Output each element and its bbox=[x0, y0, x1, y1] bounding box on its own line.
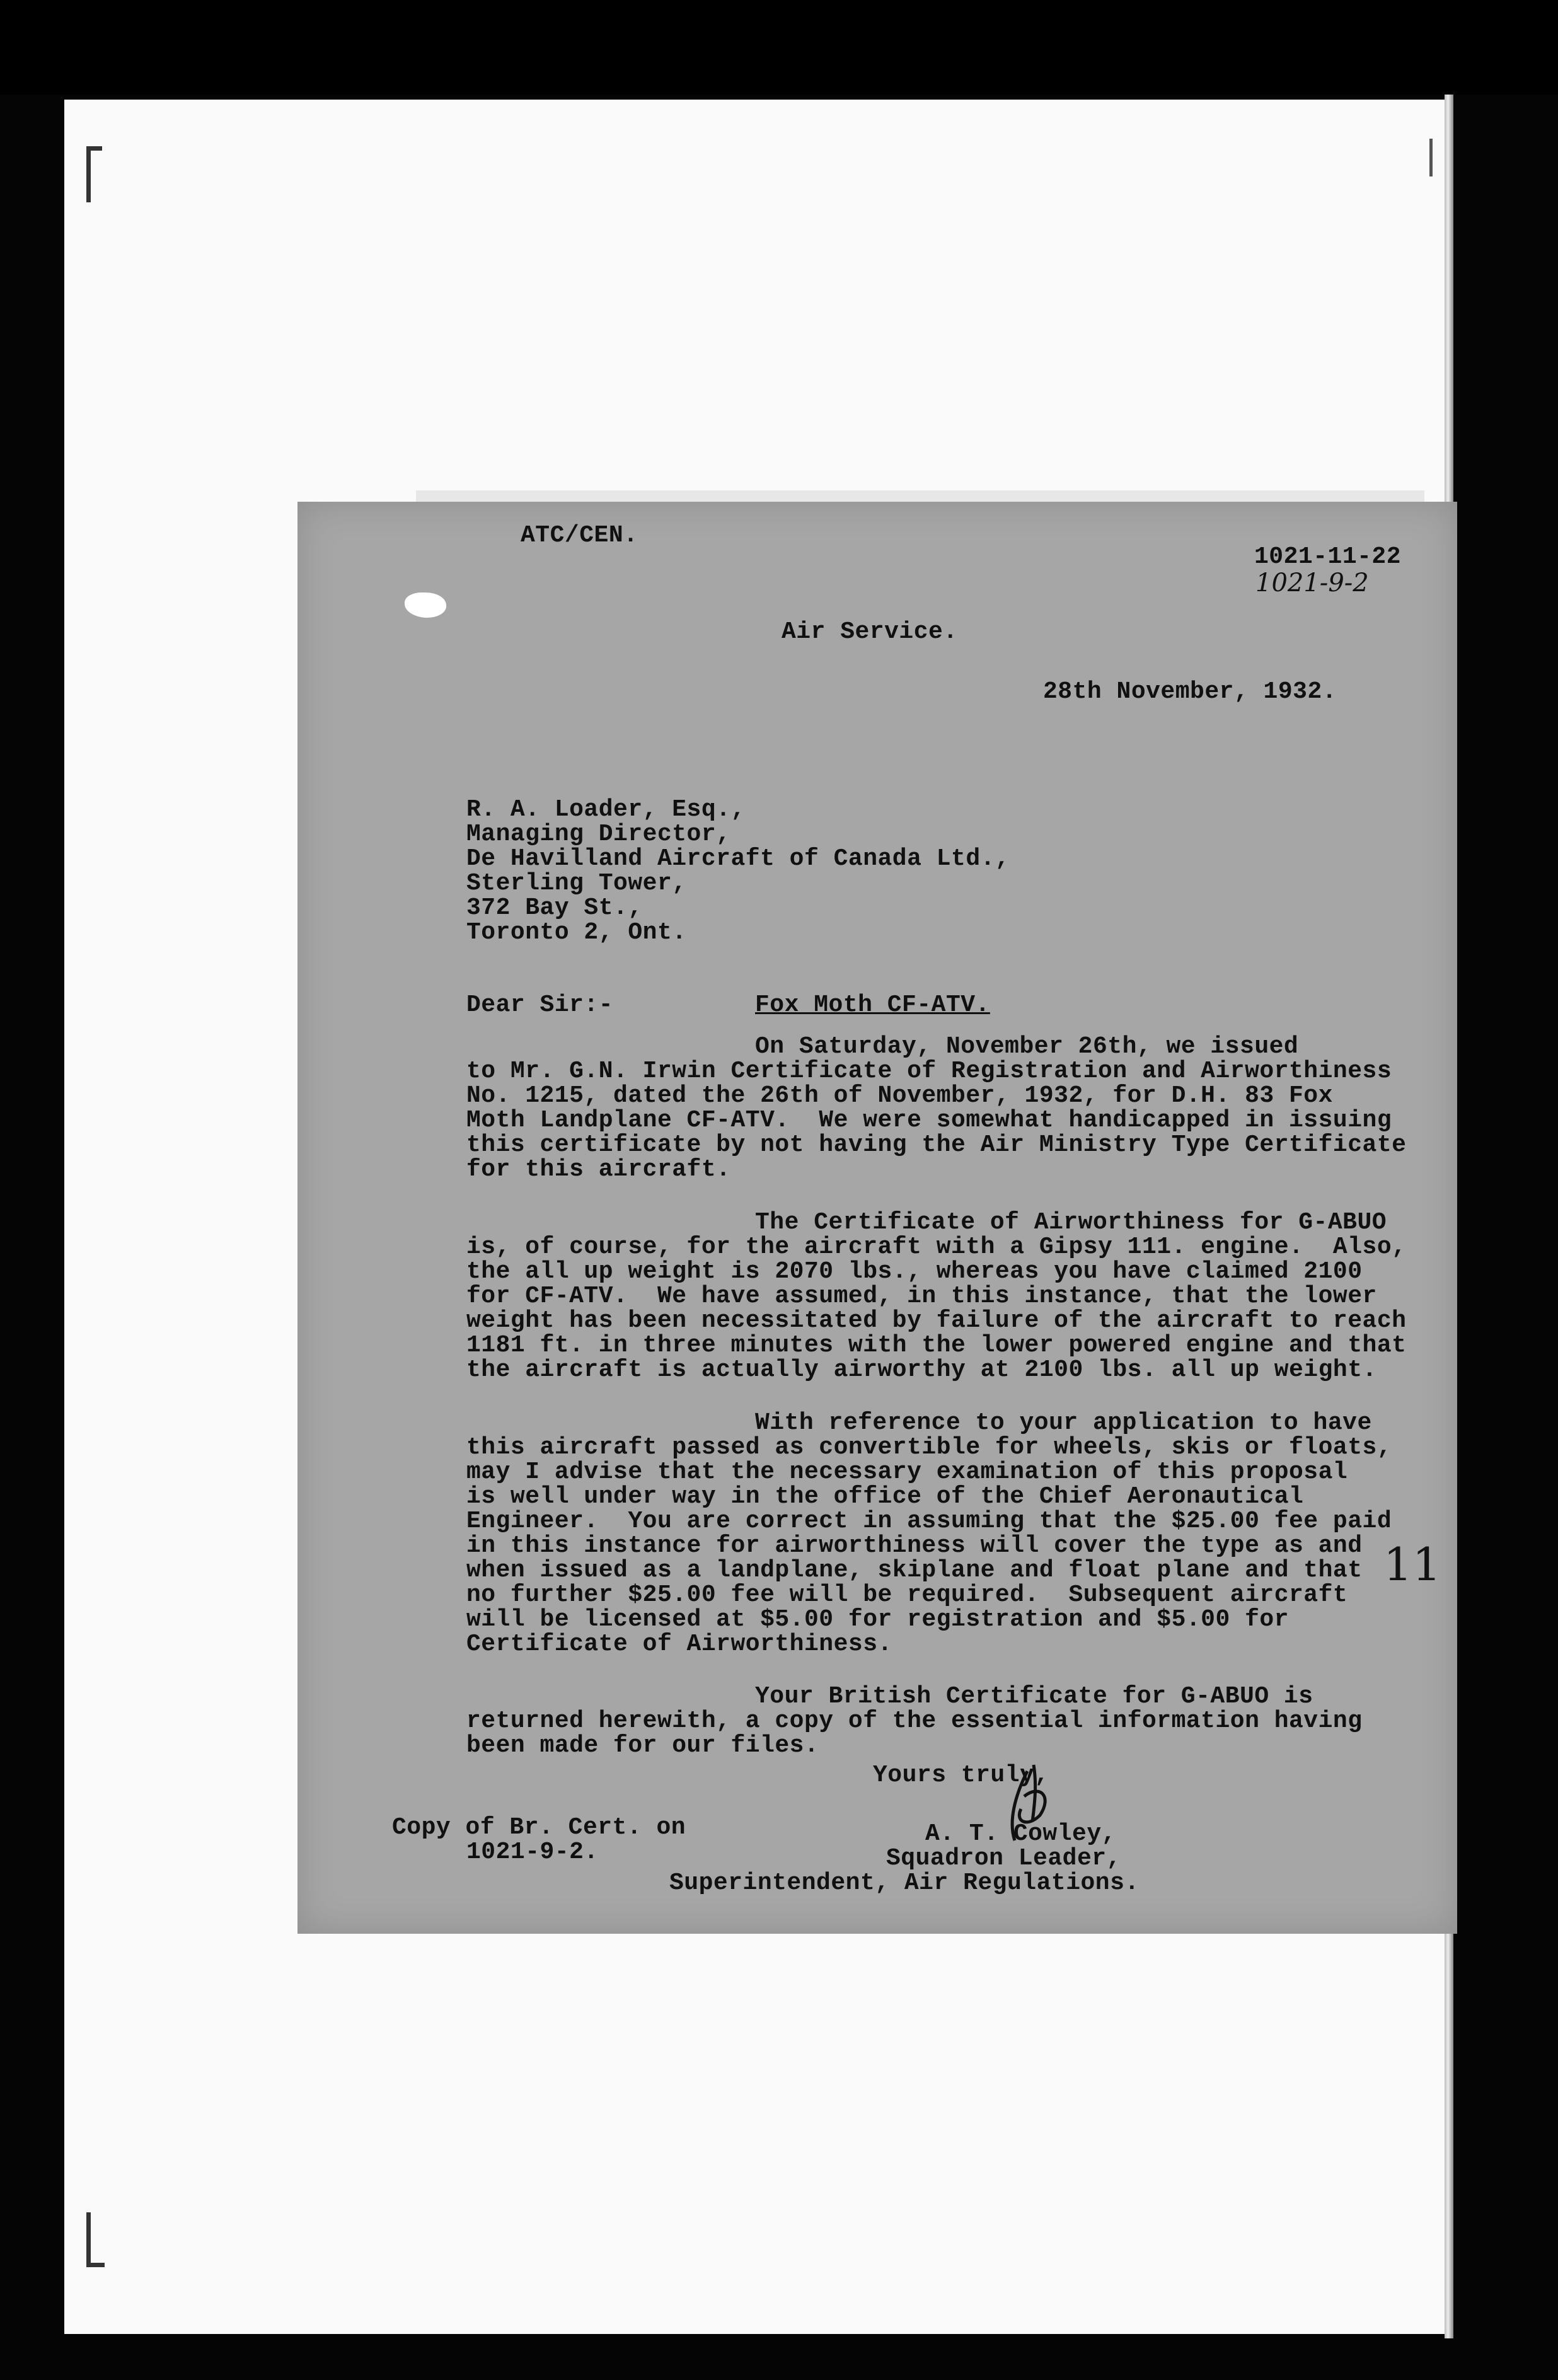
paragraph-line: when issued as a landplane, skiplane and float plane and that bbox=[466, 1557, 1363, 1584]
handwritten-reference: 1021-9-2 bbox=[1255, 569, 1369, 598]
film-border bbox=[0, 0, 1558, 95]
paragraph-line: Moth Landplane CF-ATV. We were somewhat handicapped in issuing bbox=[466, 1107, 1392, 1134]
copy-note: Copy of Br. Cert. on bbox=[392, 1814, 686, 1841]
paragraph-line: With reference to your application to have bbox=[755, 1409, 1372, 1436]
closing: Yours truly, bbox=[873, 1762, 1049, 1789]
address-line: R. A. Loader, Esq., bbox=[466, 796, 746, 823]
paragraph-line: Your British Certificate for G-ABUO is bbox=[755, 1683, 1313, 1710]
paragraph-line: this aircraft passed as convertible for wheels, skis or floats, bbox=[466, 1434, 1392, 1461]
signer-rank: Squadron Leader, bbox=[886, 1845, 1121, 1872]
paragraph-line: for CF-ATV. We have assumed, in this instance, that the lower bbox=[466, 1283, 1377, 1310]
signer-title: Superintendent, Air Regulations. bbox=[669, 1869, 1140, 1897]
paragraph-line: weight has been necessitated by failure of the aircraft to reach bbox=[466, 1307, 1407, 1334]
paragraph-line: No. 1215, dated the 26th of November, 1932, for D.H. 83 Fox bbox=[466, 1082, 1333, 1109]
salutation: Dear Sir:- bbox=[466, 991, 614, 1019]
copy-note-reference: 1021-9-2. bbox=[466, 1839, 599, 1866]
paragraph-line: 1181 ft. in three minutes with the lower powered engine and that bbox=[466, 1332, 1407, 1359]
crop-mark-top-left bbox=[86, 146, 102, 202]
reference-left: ATC/CEN. bbox=[521, 522, 638, 549]
paragraph-line: returned herewith, a copy of the essential information having bbox=[466, 1707, 1363, 1735]
letter-date: 28th November, 1932. bbox=[1043, 678, 1337, 705]
paragraph-line: is well under way in the office of the Chief Aeronautical bbox=[466, 1483, 1304, 1510]
address-line: Toronto 2, Ont. bbox=[466, 919, 687, 946]
paragraph-line: in this instance for airworthiness will cover the type as and bbox=[466, 1532, 1363, 1559]
paragraph-line: to Mr. G.N. Irwin Certificate of Registration and Airworthiness bbox=[466, 1058, 1392, 1085]
department: Air Service. bbox=[782, 618, 958, 645]
margin-mark: 11 bbox=[1383, 1538, 1441, 1591]
address-line: De Havilland Aircraft of Canada Ltd., bbox=[466, 845, 1010, 872]
address-line: Sterling Tower, bbox=[466, 870, 687, 897]
reference-right: 1021-11-22 bbox=[1254, 543, 1402, 570]
paragraph-line: this certificate by not having the Air Ministry Type Certificate bbox=[466, 1131, 1407, 1158]
paragraph-line: will be licensed at $5.00 for registration and $5.00 for bbox=[466, 1606, 1290, 1633]
paragraph-line: Certificate of Airworthiness. bbox=[466, 1631, 892, 1658]
paragraph-line: the aircraft is actually airworthy at 2100 lbs. all up weight. bbox=[466, 1356, 1377, 1384]
paragraph-line: is, of course, for the aircraft with a Gipsy 111. engine. Also, bbox=[466, 1233, 1407, 1261]
paragraph-line: no further $25.00 fee will be required. Subsequent aircraft bbox=[466, 1581, 1348, 1609]
address-line: 372 Bay St., bbox=[466, 894, 643, 921]
signer-name: A. T. Cowley, bbox=[925, 1820, 1116, 1847]
crop-mark-top-right bbox=[1429, 139, 1440, 176]
paragraph-line: Engineer. You are correct in assuming that the $25.00 fee paid bbox=[466, 1508, 1392, 1535]
paragraph-line: may I advise that the necessary examination of this proposal bbox=[466, 1459, 1348, 1486]
subject-line: Fox Moth CF-ATV. bbox=[755, 991, 990, 1019]
crop-mark-bottom-left bbox=[86, 2212, 105, 2267]
address-line: Managing Director, bbox=[466, 821, 731, 848]
paragraph-line: for this aircraft. bbox=[466, 1156, 731, 1183]
paragraph-line: On Saturday, November 26th, we issued bbox=[755, 1033, 1299, 1060]
paragraph-line: The Certificate of Airworthiness for G-ABUO bbox=[755, 1209, 1387, 1236]
paragraph-line: the all up weight is 2070 lbs., whereas you have claimed 2100 bbox=[466, 1258, 1363, 1285]
paragraph-line: been made for our files. bbox=[466, 1732, 819, 1759]
